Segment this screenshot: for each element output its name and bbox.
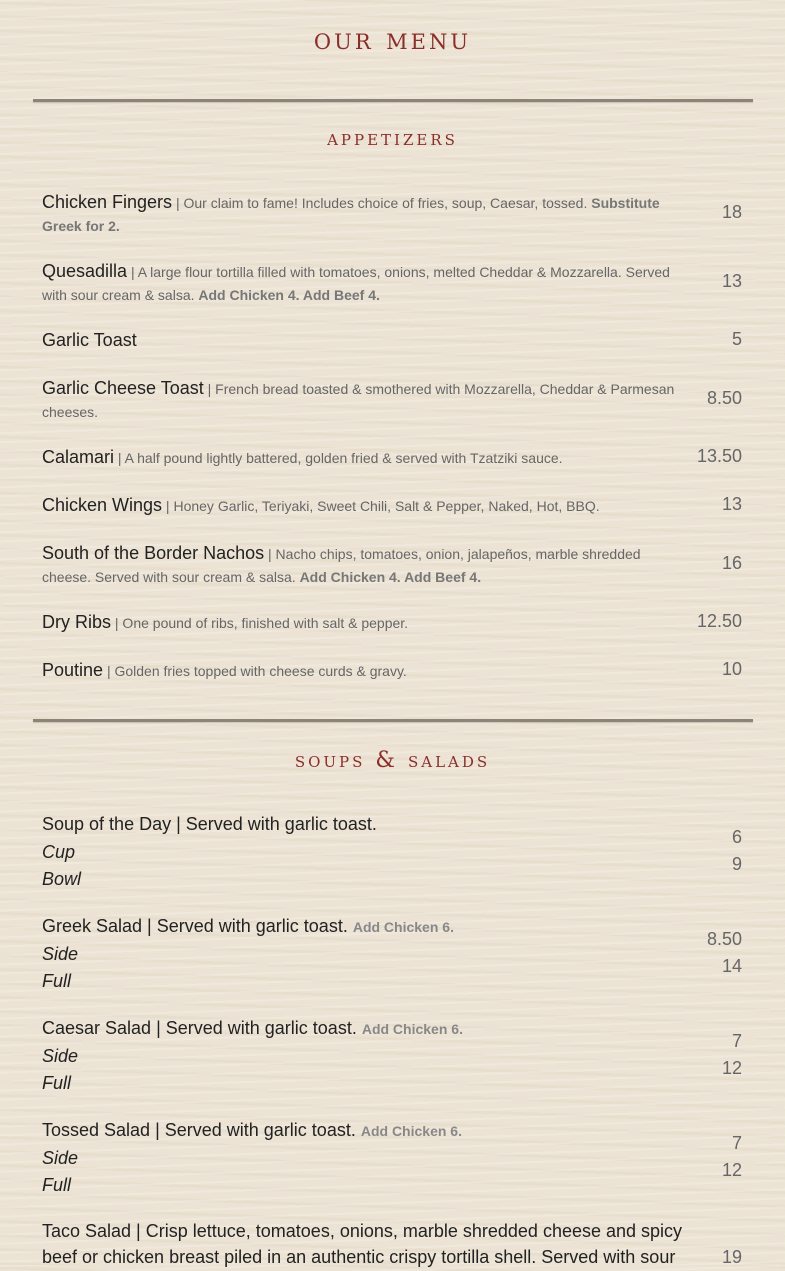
size-label: Cup [42, 842, 76, 862]
item-name: Chicken Wings [42, 495, 163, 515]
size-label: Side [42, 1046, 79, 1066]
menu-item [42, 611, 742, 635]
item-name: Quesadilla [42, 261, 128, 281]
menu-item [42, 377, 742, 424]
item-extra: Add Chicken 6. [352, 919, 454, 935]
menu-item [42, 1015, 742, 1097]
menu-item [42, 446, 742, 470]
section-title-appetizers: appetizers [327, 126, 458, 151]
item-extra: Add Chicken 4. Add Beef 4. [299, 569, 482, 585]
item-name: Tossed Salad | Served with garlic toast. [42, 1120, 361, 1140]
item-price: 12 [721, 1058, 742, 1078]
item-name: Garlic Toast [42, 330, 137, 350]
menu-item [42, 494, 742, 518]
item-price: 8.50 [706, 388, 742, 408]
item-price: 18 [721, 202, 742, 222]
size-label: Full [42, 1073, 72, 1093]
menu-item [42, 260, 742, 307]
item-price: 5 [731, 329, 742, 349]
item-price: 16 [721, 553, 742, 573]
item-name: Taco Salad | Crisp lettuce, tomatoes, onions, marble shredded cheese and spicy beef or chicken breast piled in an authentic crispy tortilla shell. Served with sour [42, 1221, 683, 1267]
size-label: Bowl [42, 869, 82, 889]
item-description: | Our claim to fame! Includes choice of fries, soup, Caesar, tossed. [172, 195, 592, 211]
item-price: 9 [731, 854, 742, 874]
size-label: Side [42, 944, 79, 964]
item-price: 19 [721, 1247, 742, 1267]
size-label: Full [42, 971, 72, 991]
menu-item [42, 811, 742, 893]
item-description: | Golden fries topped with cheese curds & gravy. [103, 663, 407, 679]
item-extra: Add Chicken 4. Add Beef 4. [198, 287, 380, 303]
item-name: Dry Ribs [42, 612, 112, 632]
item-description: | One pound of ribs, finished with salt & pepper. [111, 615, 409, 631]
item-price: 13 [721, 271, 742, 291]
item-name: Greek Salad | Served with garlic toast. [42, 916, 353, 936]
item-description: | Nacho chips, tomatoes, onion, jalapeños, marble shredded cheese. Served with sour cream & salsa. [42, 546, 641, 585]
item-price: 12 [721, 1160, 742, 1180]
item-price: 6 [731, 827, 742, 847]
item-name: South of the Border Nachos [42, 543, 265, 563]
item-extra: Add Chicken 6. [360, 1123, 462, 1139]
item-extra: Add Chicken 6. [361, 1021, 463, 1037]
section-title-soups-salads: soups & salads [294, 748, 491, 773]
item-price: 7 [731, 1031, 742, 1051]
size-label: Side [42, 1148, 79, 1168]
size-label: Full [42, 1175, 72, 1195]
item-price: 13 [721, 494, 742, 514]
menu-item [42, 659, 742, 683]
item-name: Soup of the Day | Served with garlic toast. [42, 814, 377, 834]
item-name: Garlic Cheese Toast [42, 378, 204, 398]
item-description: | Honey Garlic, Teriyaki, Sweet Chili, Salt & Pepper, Naked, Hot, BBQ. [162, 498, 600, 514]
divider [33, 719, 753, 722]
menu-item [42, 913, 742, 995]
menu-item [42, 1117, 742, 1199]
menu-item [42, 329, 742, 353]
item-extra: Substitute Greek for 2. [42, 195, 660, 234]
item-description: | French bread toasted & smothered with Mozzarella, Cheddar & Parmesan cheeses. [42, 381, 675, 420]
item-description: | A large flour tortilla filled with tomatoes, onions, melted Cheddar & Mozzarella. Served with sour cream & salsa. [42, 264, 670, 303]
item-name: Calamari [42, 447, 115, 467]
item-price: 14 [721, 956, 742, 976]
menu-item [42, 1219, 742, 1271]
item-name: Chicken Fingers [42, 192, 173, 212]
item-price: 13.50 [696, 446, 742, 466]
item-price: 7 [731, 1133, 742, 1153]
item-name: Caesar Salad | Served with garlic toast. [42, 1018, 362, 1038]
item-price: 10 [721, 659, 742, 679]
divider [33, 99, 753, 102]
item-name: Poutine [42, 660, 104, 680]
item-price: 12.50 [696, 611, 742, 631]
item-price: 8.50 [706, 929, 742, 949]
menu-item [42, 542, 742, 589]
page-title: our menu [313, 22, 472, 57]
menu-item [42, 191, 742, 238]
item-description: | A half pound lightly battered, golden fried & served with Tzatziki sauce. [114, 450, 563, 466]
